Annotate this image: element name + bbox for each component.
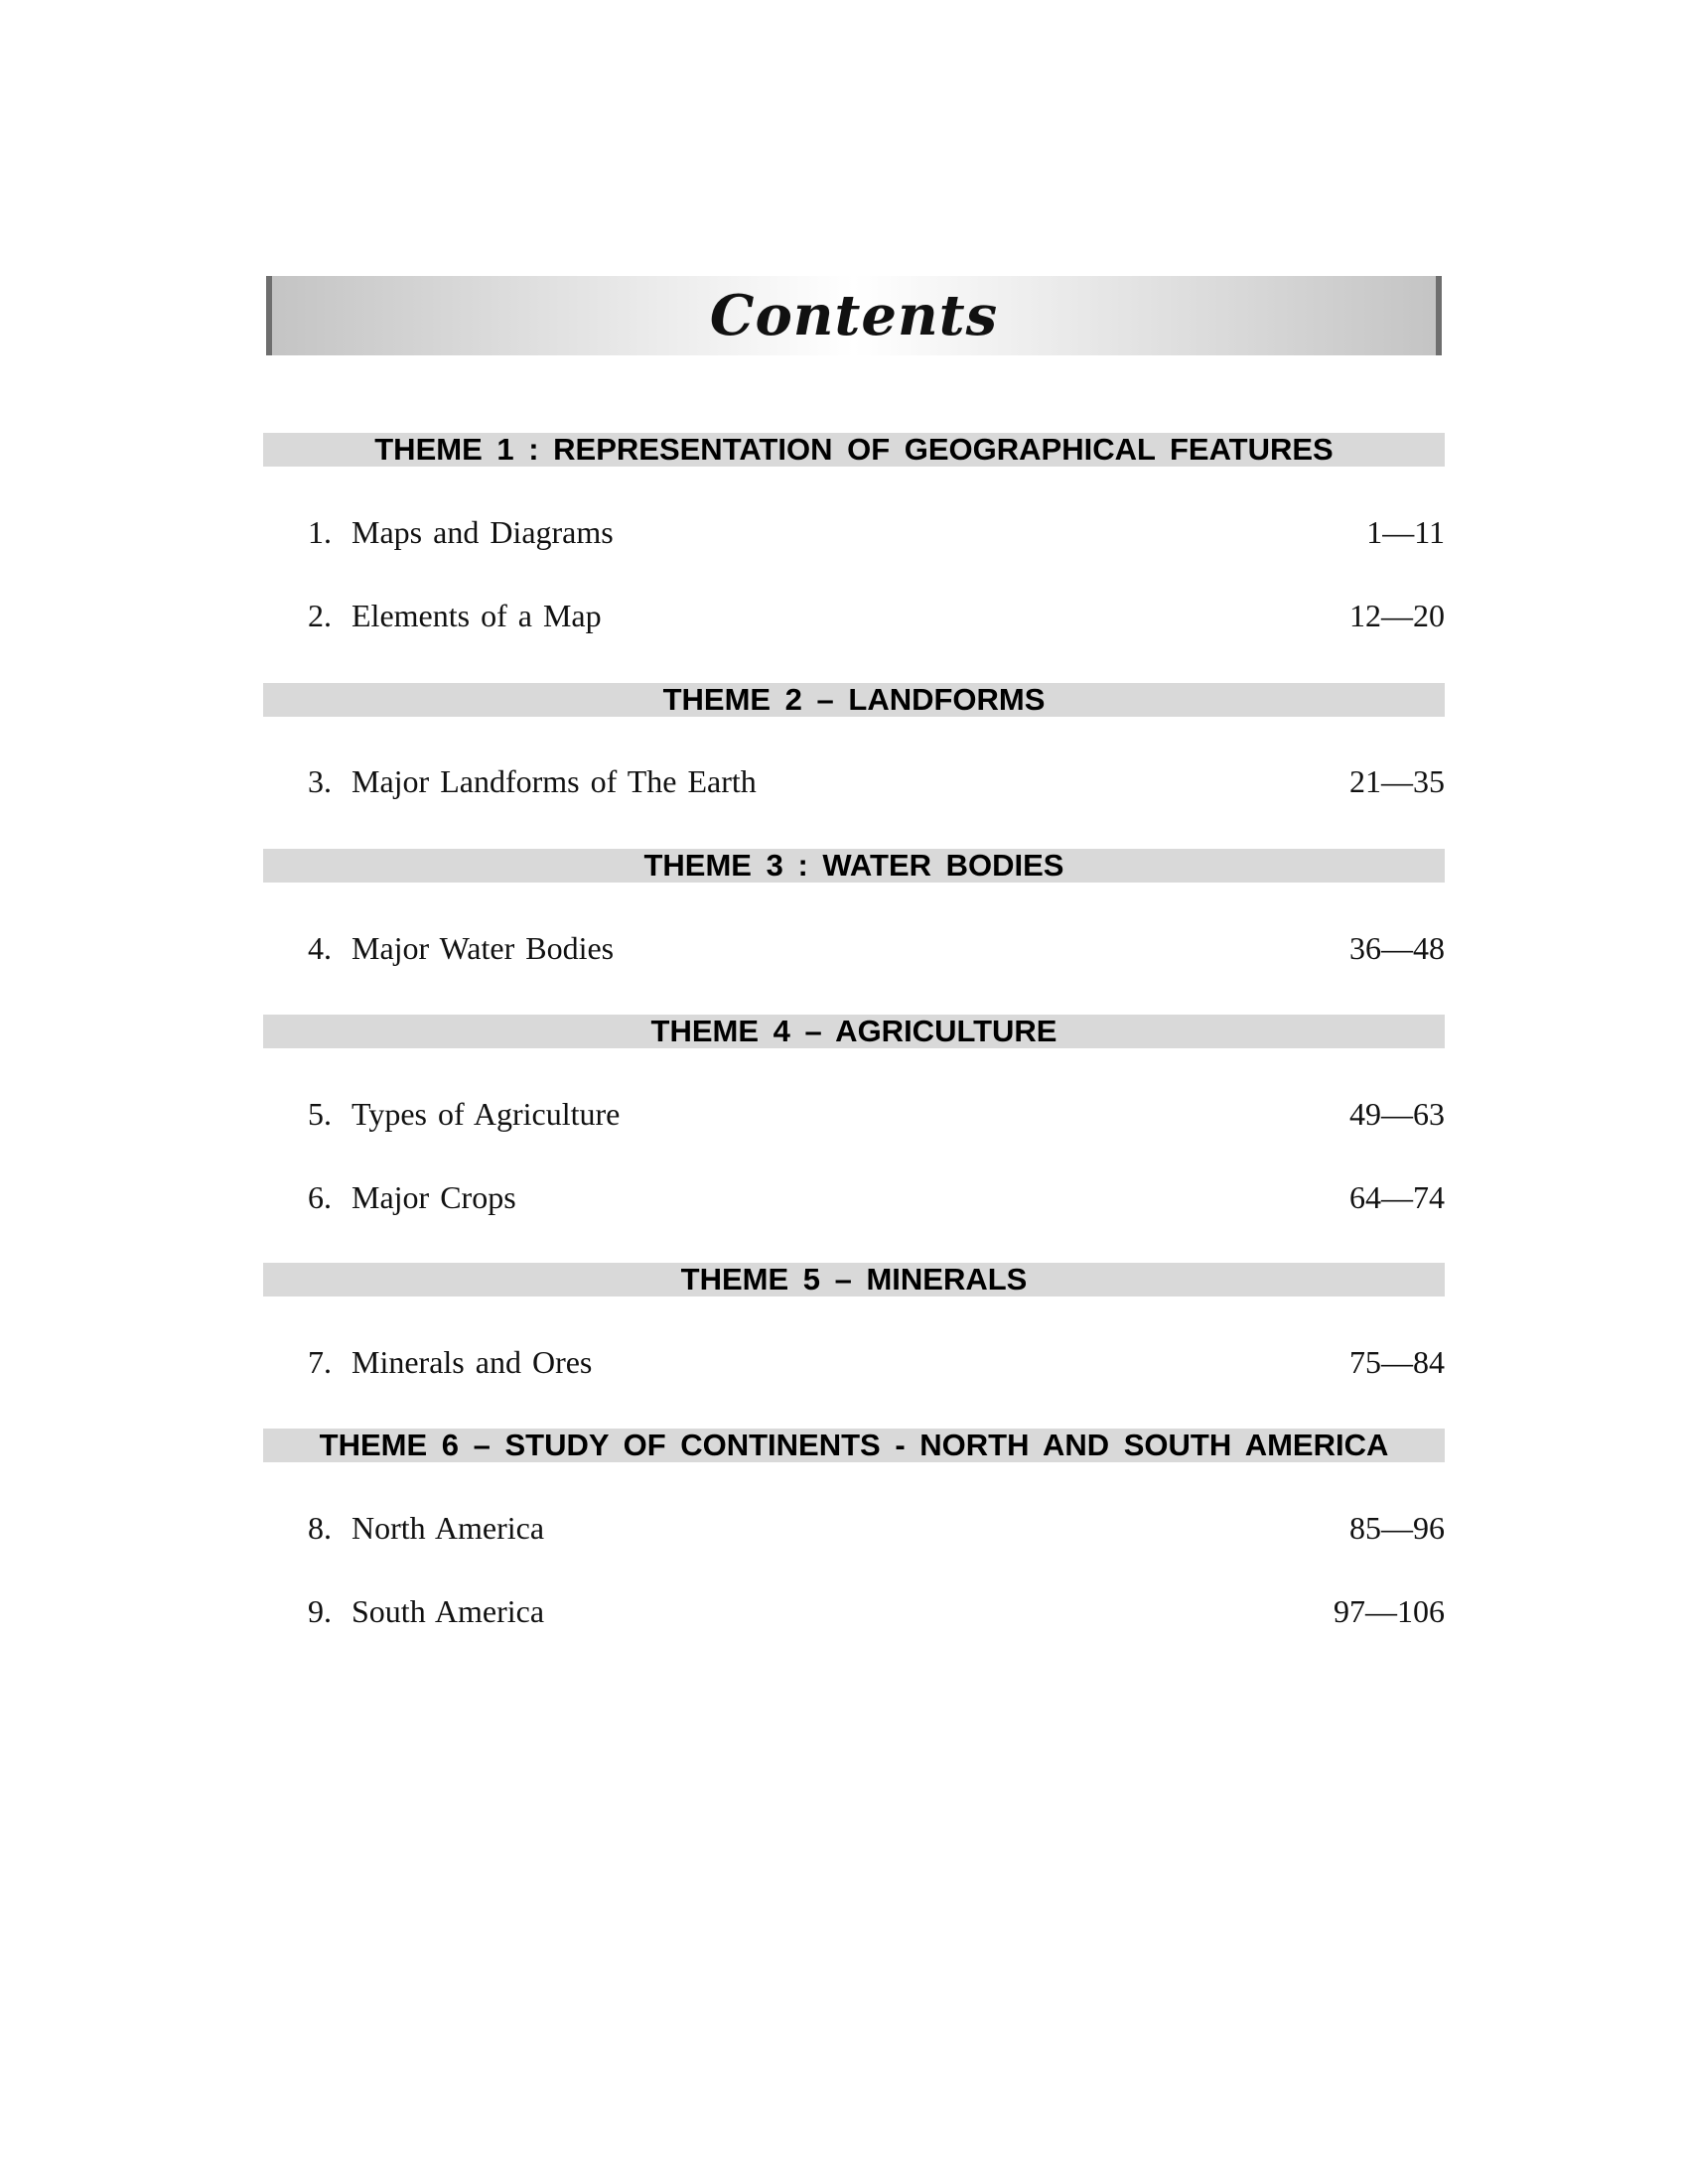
chapter-number: 2. <box>308 597 332 633</box>
chapter-title: Types of Agriculture <box>352 1095 621 1132</box>
chapter-number: 3. <box>308 762 332 799</box>
theme-heading-1 <box>263 433 1445 467</box>
page-range: 1—11 <box>1366 513 1445 550</box>
theme-heading-2 <box>263 683 1445 717</box>
chapter-title: Major Crops <box>352 1178 516 1215</box>
chapter-number: 9. <box>308 1592 332 1629</box>
toc-entry-5[interactable] <box>308 1092 1445 1136</box>
page-range: 49—63 <box>1349 1095 1445 1132</box>
page-range: 12—20 <box>1349 597 1445 633</box>
theme-heading-3 <box>263 849 1445 883</box>
toc-entry-9[interactable] <box>308 1589 1445 1633</box>
chapter-title: North America <box>352 1509 545 1546</box>
theme-heading-5 <box>263 1263 1445 1297</box>
chapter-title: Maps and Diagrams <box>352 513 614 550</box>
chapter-title: Major Water Bodies <box>352 929 615 966</box>
theme-label: THEME 3 : WATER BODIES <box>643 848 1064 883</box>
chapter-number: 5. <box>308 1095 332 1132</box>
toc-entry-8[interactable] <box>308 1506 1445 1550</box>
page-range: 36—48 <box>1349 929 1445 966</box>
theme-heading-6 <box>263 1429 1445 1462</box>
theme-label: THEME 1 : REPRESENTATION OF GEOGRAPHICAL FEATURES <box>374 432 1334 467</box>
toc-entry-1[interactable] <box>308 510 1445 554</box>
theme-label: THEME 4 – AGRICULTURE <box>650 1014 1057 1048</box>
page-range: 64—74 <box>1349 1178 1445 1215</box>
theme-heading-4 <box>263 1015 1445 1048</box>
page-title: Contents <box>709 283 999 348</box>
chapter-number: 6. <box>308 1178 332 1215</box>
chapter-title: Elements of a Map <box>352 597 602 633</box>
toc-entry-3[interactable] <box>308 759 1445 803</box>
page-range: 21—35 <box>1349 762 1445 799</box>
toc-entry-7[interactable] <box>308 1340 1445 1384</box>
toc-entry-2[interactable] <box>308 594 1445 637</box>
toc-entry-6[interactable] <box>308 1175 1445 1219</box>
page-range: 75—84 <box>1349 1343 1445 1380</box>
theme-label: THEME 5 – MINERALS <box>680 1262 1028 1297</box>
toc-entry-4[interactable] <box>308 926 1445 970</box>
chapter-number: 1. <box>308 513 332 550</box>
contents-banner <box>266 276 1442 355</box>
theme-label: THEME 2 – LANDFORMS <box>662 682 1046 717</box>
page-range: 97—106 <box>1334 1592 1445 1629</box>
chapter-title: South America <box>352 1592 545 1629</box>
chapter-title: Minerals and Ores <box>352 1343 593 1380</box>
chapter-number: 7. <box>308 1343 332 1380</box>
theme-label: THEME 6 – STUDY OF CONTINENTS - NORTH AND SOUTH AMERICA <box>319 1428 1389 1462</box>
chapter-number: 4. <box>308 929 332 966</box>
page-range: 85—96 <box>1349 1509 1445 1546</box>
chapter-number: 8. <box>308 1509 332 1546</box>
chapter-title: Major Landforms of The Earth <box>352 762 757 799</box>
